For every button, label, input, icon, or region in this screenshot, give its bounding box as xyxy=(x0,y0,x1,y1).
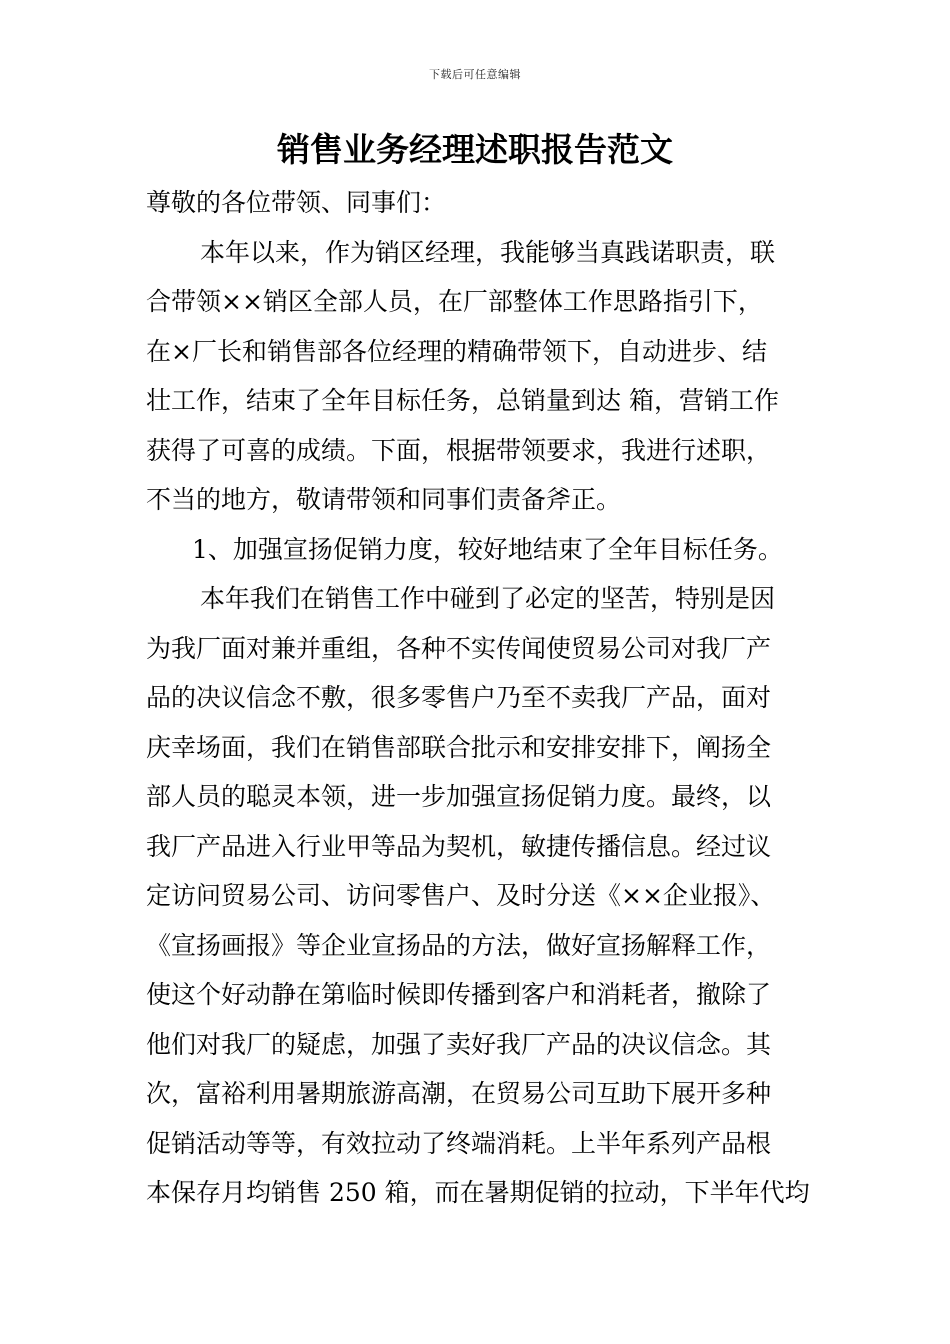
salutation-line: 尊敬的各位带领、同事们： xyxy=(146,188,447,217)
paragraph-line: 我厂产品进入行业甲等品为契机，敏捷传播信息。经过议 xyxy=(146,831,772,861)
paragraph-line: 为我厂面对兼并重组，各种不实传闻使贸易公司对我厂产 xyxy=(146,633,772,663)
paragraph-line: 他们对我厂的疑虑，加强了卖好我厂产品的决议信念。其 xyxy=(146,1029,772,1059)
document-body xyxy=(146,178,818,1218)
paragraph-line: 定访问贸易公司、访问零售户、及时分送《××企业报》、 xyxy=(146,881,776,910)
paragraph-line: 使这个好动静在第临时候即传播到客户和消耗者，撤除了 xyxy=(146,980,772,1009)
section-heading: 1、加强宣扬促销力度，较好地结束了全年目标任务。 xyxy=(192,534,783,564)
paragraph-line: 本年以来，作为销区经理，我能够当真践诺职责，联 xyxy=(200,237,776,267)
header-note: 下载后可任意编辑 xyxy=(429,68,521,81)
paragraph-line: 部人员的聪灵本领，进一步加强宣扬促销力度。最终，以 xyxy=(146,782,772,811)
paragraph-line: 在×厂长和销售部各位经理的精确带领下，自动进步、结 xyxy=(146,336,767,366)
paragraph-line: 次，富裕利用暑期旅游高潮，在贸易公司互助下展开多种 xyxy=(146,1079,772,1108)
paragraph-line: 获得了可喜的成绩。下面，根据带领要求，我进行述职， xyxy=(146,435,772,465)
document-title: 销售业务经理述职报告范文 xyxy=(277,130,673,169)
paragraph-line: 壮工作，结束了全年目标任务，总销量到达 箱，营销工作 xyxy=(146,386,779,415)
paragraph-line: 《宣扬画报》等企业宣扬品的方法，做好宣扬解释工作， xyxy=(146,930,772,960)
paragraph-line: 庆幸场面，我们在销售部联合批示和安排安排下，阐扬全 xyxy=(146,732,772,762)
paragraph-line: 合带领××销区全部人员，在厂部整体工作思路指引下， xyxy=(146,287,763,316)
paragraph-line: 促销活动等等，有效拉动了终端消耗。上半年系列产品根 xyxy=(146,1128,772,1158)
paragraph-line: 不当的地方，敬请带领和同事们责备斧正。 xyxy=(146,485,622,514)
paragraph-line: 本年我们在销售工作中碰到了必定的坚苦，特别是因 xyxy=(200,584,776,613)
paragraph-line: 本保存月均销售 250 箱，而在暑期促销的拉动，下半年代均 xyxy=(146,1178,810,1207)
paragraph-line: 品的决议信念不敷，很多零售户乃至不卖我厂产品，面对 xyxy=(146,683,772,712)
